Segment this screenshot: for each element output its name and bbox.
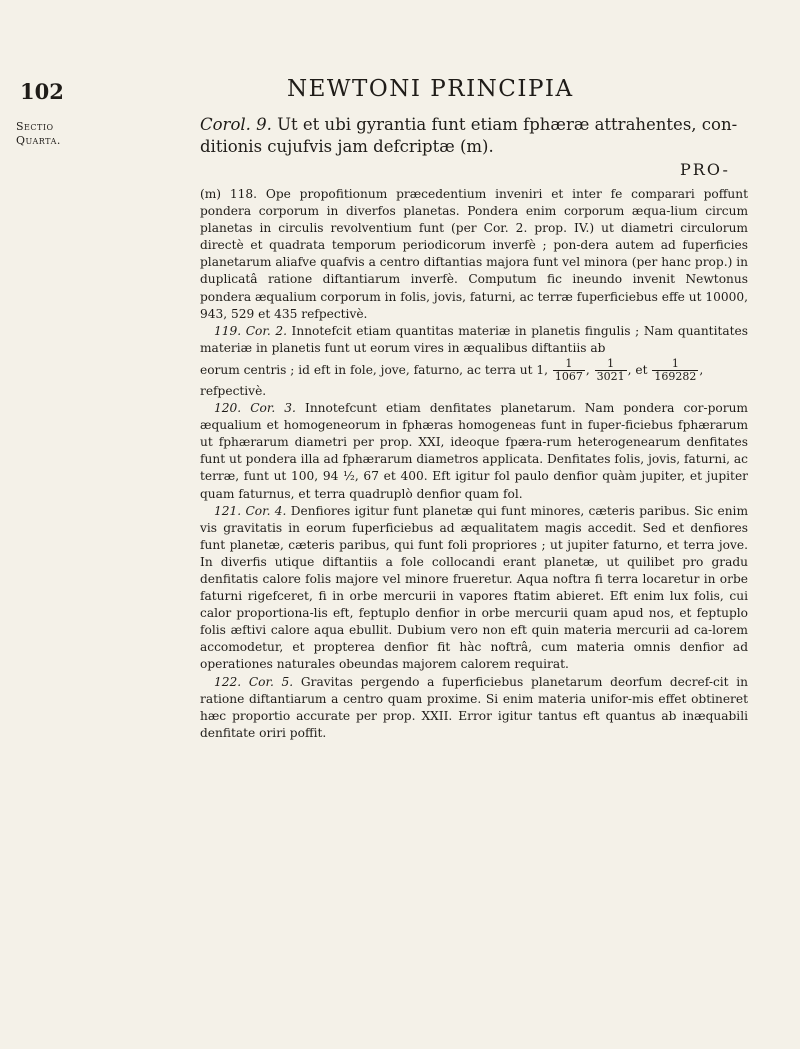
fraction-denominator: 169282 — [654, 369, 697, 383]
margin-note — [16, 120, 61, 148]
note-122 — [200, 674, 748, 742]
corollary-label: Corol. 9. — [200, 115, 272, 134]
note-119-label: 119. Cor. 2. — [214, 323, 287, 338]
note-120-label: 120. Cor. 3. — [214, 401, 296, 416]
note-119-end: refpectivè. — [200, 383, 267, 398]
catchword: PRO- — [680, 160, 730, 179]
corollary — [200, 114, 740, 158]
note-118: (m) 118. Ope propofitionum præcedentium inveniri et inter fe comparari poffunt pondera corporum in diverfos planetas. Pondera enim corporum æqua-lium circum planetas in circulis revolventium funt (per Cor. 2. prop. IV.) ut diametri circulorum directè et quadrata temporum periodicorum inverfè ; pon-dera autem ad fuperficies planetarum aliafve quafvis a centro diftantias majora funt vel minora (per hanc prop.) in duplicatâ ratione diftantiarum inverfè. Computum fic ineundo invenit Newtonus pondera æqualium corporum in folis, jovis, faturni, ac terræ fuperficiebus effe ut 10000, 943, 529 et 435 refpectivè. — [200, 187, 748, 321]
corollary-text: Ut et ubi gyrantia funt etiam fphæræ attrahentes, con-ditionis cujufvis jam defcriptæ (m). — [200, 115, 738, 156]
fraction-jupiter — [553, 358, 585, 383]
note-121 — [200, 503, 748, 674]
fraction-numerator: 1 — [595, 358, 627, 371]
page-number: 102 — [20, 79, 64, 104]
note-122-label: 122. Cor. 5. — [214, 674, 294, 689]
fraction-denominator: 1067 — [554, 369, 583, 383]
margin-note-line-2: Quarta. — [16, 134, 61, 147]
fraction-earth — [652, 358, 698, 383]
fraction-line: eorum centris ; id eft in fole, jove, faturno, ac terra ut 1, $\frac{1}{1067}$ , $\frac{1}{3021}$ , et $\frac{1}{169282}$ , — [200, 356, 704, 383]
footnotes — [200, 186, 748, 742]
margin-note-line-1: Sectio — [16, 120, 54, 133]
note-119-text: Innotefcit etiam quantitas materiæ in planetis fingulis ; Nam quantitates materiæ in planetis funt ut eorum vires in æqualibus diftantiis ab — [200, 323, 748, 355]
fraction-numerator: 1 — [652, 358, 698, 371]
running-title: NEWTONI PRINCIPIA — [287, 76, 574, 102]
note-120 — [200, 400, 748, 503]
fraction-line-text: eorum centris ; id eft in fole, jove, faturno, ac terra ut 1, — [200, 362, 549, 377]
note-121-text: Denfiores igitur funt planetæ qui funt minores, cæteris paribus. Sic enim vis gravitatis in eorum fuperficiebus ad æqualitatem magis accedit. Sed et denfiores funt planetæ, cæteris paribus, qui funt foli propriores ; ut jupiter faturno, et terra jove. In diverfis utique diftantiis a fole collocandi erant planetæ, ut quilibet pro gradu denfitatis calore folis majore vel minore frueretur. Aqua noftra fi terra locaretur in orbe faturni rigefceret, fi in orbe mercurii in vapores ftatim abieret. Eft enim lux folis, cui calor proportiona-lis eft, feptuplo denfior in orbe mercurii quam apud nos, et feptuplo folis æftivi calore aqua ebullit. Dubium vero non eft quin materia mercurii ad ca-lorem accomodetur, et propterea denfior fit hàc noftrâ, cum materia omnis denfior ad operationes naturales obeundas majorem calorem requirat. — [200, 503, 748, 672]
fraction-saturn — [595, 358, 627, 383]
fraction-numerator: 1 — [553, 358, 585, 371]
note-120-text: Innotefcunt etiam denfitates planetarum. Nam pondera cor-porum æqualium et homogeneorum in fphæras homogeneas funt in fuper-ficiebus fphærarum ut fphærarum diametri per prop. XXI, ideoque fpæra-rum heterogenearum denfitates funt ut pondera illa ad fphærarum diametros applicata. Denfitates folis, jovis, faturni, ac terræ, funt ut 100, 94 ½, 67 et 400. Eft igitur fol paulo denfior quàm jupiter, et jupiter quam faturnus, et terra quadruplò denfior quam fol. — [200, 401, 748, 501]
note-122-text: Gravitas pergendo a fuperficiebus planetarum deorfum decref-cit in ratione diftantiarum a centro quam proxime. Si enim materia unifor-mis effet obtineret hæc proportio accurate per prop. XXII. Error igitur tantus eft quantus ab inæquabili denfitate oriri poffit. — [200, 674, 749, 740]
note-121-label: 121. Cor. 4. — [214, 503, 287, 518]
fraction-denominator: 3021 — [596, 369, 625, 383]
note-119 — [200, 323, 748, 357]
